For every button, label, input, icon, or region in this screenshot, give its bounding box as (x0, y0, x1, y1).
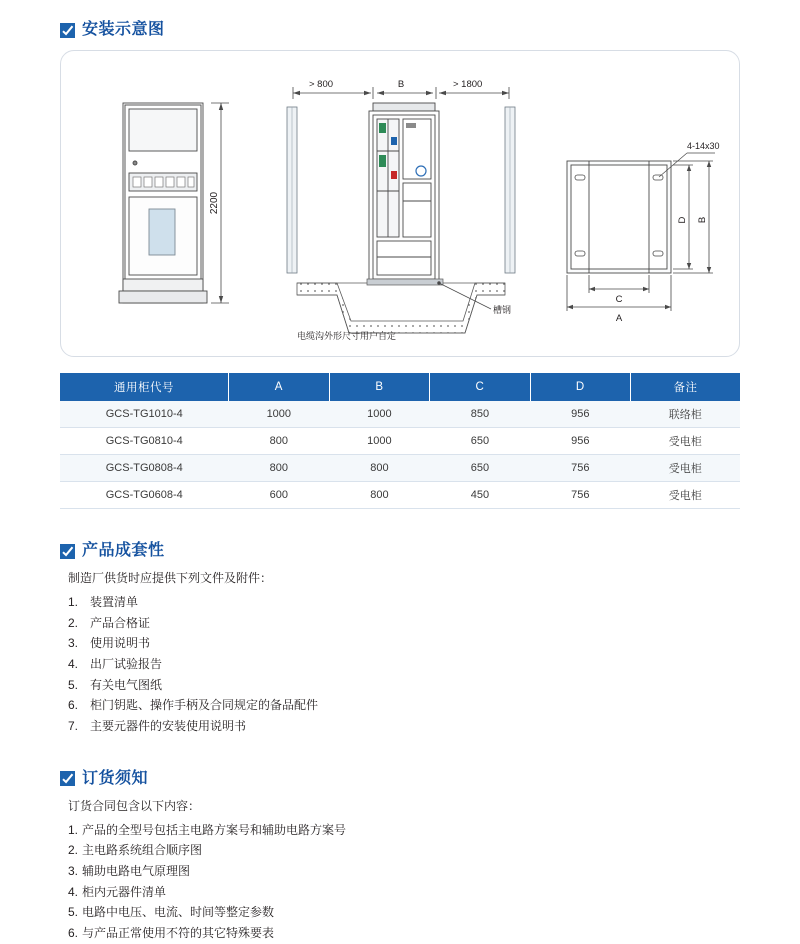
list-item (68, 592, 740, 613)
dimension-right: > 1800 (453, 79, 483, 90)
list-item (68, 654, 740, 675)
list-item (68, 861, 740, 882)
table-cell: 800 (229, 428, 330, 455)
dimension-center: B (397, 79, 405, 90)
list-item (68, 675, 740, 696)
check-mark-icon (60, 544, 75, 559)
dimension-A: A (615, 313, 623, 324)
dimension-B-right: B (697, 216, 708, 224)
list-item (68, 923, 740, 944)
list-item-text: 与产品正常使用不符的其它特殊要表 (82, 925, 275, 940)
list-item-number: 3. (68, 864, 79, 878)
section-header-ordering (60, 771, 740, 787)
table-header-cell: C (430, 373, 530, 401)
installation-diagram-panel (60, 50, 740, 357)
table-row (60, 428, 740, 455)
table-row (60, 455, 740, 482)
table-header-cell: 通用柜代号 (60, 373, 229, 401)
list-item-number: 1. (68, 595, 79, 610)
list-item (68, 613, 740, 634)
dimension-height: 2200 (209, 191, 220, 215)
document-page (0, 21, 800, 940)
table-cell: GCS-TG0810-4 (60, 428, 229, 455)
table-header-cell: B (329, 373, 430, 401)
table-header-cell: 备注 (631, 373, 740, 401)
note-cable-trench: 电缆沟外形尺寸用户自定 (297, 331, 397, 341)
dimension-table (60, 373, 740, 509)
table-cell: 956 (530, 401, 630, 428)
table-row (60, 482, 740, 509)
table-cell: 1000 (329, 428, 430, 455)
list-item-text: 产品的全型号包括主电路方案号和辅助电路方案号 (82, 822, 347, 837)
list-item (68, 902, 740, 923)
list-item-text: 辅助电路电气原理图 (82, 864, 191, 878)
table-cell: 1000 (229, 401, 330, 428)
table-cell: 受电柜 (631, 482, 740, 509)
table-cell: GCS-TG0808-4 (60, 455, 229, 482)
table-cell: 756 (530, 482, 630, 509)
hole-spec-label: 4-14x30 (687, 141, 720, 151)
list-item-text: 柜内元器件清单 (82, 884, 167, 899)
list-item (68, 633, 740, 654)
list-item-number: 2. (68, 843, 79, 858)
list-item-number: 1. (68, 822, 79, 837)
list-item-text: 主要元器件的安装使用说明书 (90, 718, 247, 733)
ordering-list (60, 820, 740, 944)
section-header-completeness (60, 543, 740, 559)
section-completeness (60, 543, 740, 737)
list-item-number: 3. (68, 636, 79, 651)
section-title: 产品成套性 (82, 542, 165, 559)
table-row (60, 401, 740, 428)
completeness-intro: 制造厂供货时应提供下列文件及附件： (68, 571, 273, 585)
dimension-C: C (615, 294, 623, 305)
completeness-list (60, 592, 740, 736)
table-cell: 650 (430, 428, 530, 455)
table-cell: 650 (430, 455, 530, 482)
list-item-number: 4. (68, 657, 79, 672)
table-cell: 756 (530, 455, 630, 482)
table-cell: 600 (229, 482, 330, 509)
table-header-cell: A (229, 373, 330, 401)
list-item-number: 4. (68, 884, 79, 899)
list-item-text: 装置清单 (90, 595, 139, 610)
list-item-text: 出厂试验报告 (90, 657, 163, 672)
table-cell: 450 (430, 482, 530, 509)
list-item-number: 6. (68, 925, 79, 940)
table-cell: 800 (329, 455, 430, 482)
list-item (68, 695, 740, 716)
check-mark-icon (60, 23, 75, 38)
dimension-left: > 800 (309, 79, 334, 90)
table-cell: 800 (229, 455, 330, 482)
list-item-text: 柜门钥匙、操作手柄及合同规定的备品配件 (90, 698, 319, 713)
list-item-number: 2. (68, 615, 79, 630)
dimension-D: D (677, 216, 688, 224)
list-item-text: 产品合格证 (90, 615, 151, 630)
list-item (68, 840, 740, 861)
section-ordering (60, 771, 740, 944)
list-item (68, 882, 740, 903)
table-header-cell: D (530, 373, 630, 401)
table-cell: 800 (329, 482, 430, 509)
section-header-installation (60, 22, 740, 38)
list-item-text: 有关电气图纸 (90, 677, 163, 692)
table-cell: 956 (530, 428, 630, 455)
list-item-number: 6. (68, 698, 79, 713)
table-cell: GCS-TG1010-4 (60, 401, 229, 428)
list-item-text: 使用说明书 (90, 636, 151, 651)
list-item-number: 7. (68, 718, 79, 733)
list-item (68, 716, 740, 737)
list-item (68, 820, 740, 841)
list-item-text: 电路中电压、电流、时间等整定参数 (82, 905, 275, 920)
table-cell: 联络柜 (631, 401, 740, 428)
table-cell: 受电柜 (631, 455, 740, 482)
list-item-number: 5. (68, 905, 79, 920)
table-header-row (60, 373, 740, 401)
table-cell: 850 (430, 401, 530, 428)
table-cell: GCS-TG0608-4 (60, 482, 229, 509)
installation-diagram (61, 51, 740, 356)
ordering-intro: 订货合同包含以下内容： (68, 798, 201, 813)
check-mark-icon (60, 771, 75, 786)
section-title: 订货须知 (82, 769, 149, 787)
list-item-number: 5. (68, 677, 79, 692)
section-title: 安装示意图 (82, 21, 165, 38)
table-cell: 1000 (329, 401, 430, 428)
list-item-text: 主电路系统组合顺序图 (82, 843, 203, 858)
table-cell: 受电柜 (631, 428, 740, 455)
note-channel-steel: 槽钢 (493, 305, 512, 315)
